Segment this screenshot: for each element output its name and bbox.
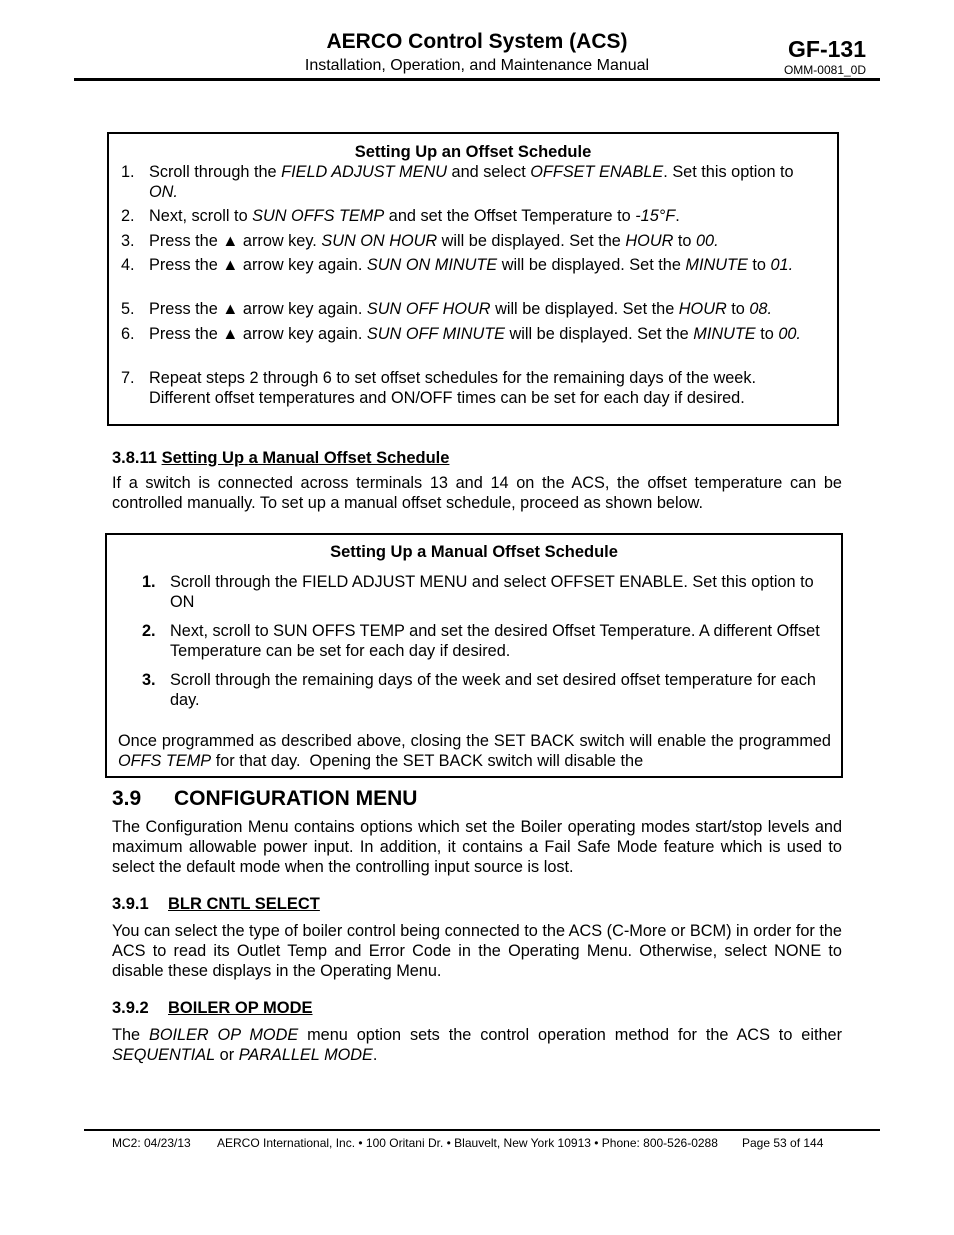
manual-offset-note: Once programmed as described above, closing the SET BACK switch will enable the programmed OFFS TEMP for that day. Opening the SET BACK switch will disable the bbox=[118, 732, 831, 770]
step-number: 1. bbox=[142, 573, 156, 591]
manual-offset-box bbox=[105, 533, 843, 778]
section-body: You can select the type of boiler control being connected to the ACS (C-More or BCM) in order for the ACS to read its Outlet Temp and Error Code in the Operating Menu. Otherwise, select NONE to disable these displays in the Operating Menu. bbox=[112, 922, 842, 980]
section-body: If a switch is connected across terminals 13 and 14 on the ACS, the offset temperature can be controlled manually. To set up a manual offset schedule, proceed as shown below. bbox=[112, 474, 842, 512]
section-heading-3-8-11 bbox=[112, 449, 449, 468]
footer-page-number: Page 53 of 144 bbox=[742, 1136, 824, 1150]
step-number: 4. bbox=[121, 256, 135, 274]
section-number: 3.9.2 bbox=[112, 999, 149, 1017]
section-number: 3.9.1 bbox=[112, 895, 149, 913]
document-revision: OMM-0081_0D bbox=[783, 63, 866, 77]
step-number: 2. bbox=[121, 207, 135, 225]
footer-company: AERCO International, Inc. • 100 Oritani Dr. • Blauvelt, New York 10913 • Phone: 800-526-0288 bbox=[217, 1136, 718, 1150]
step-text: Press the ▲ arrow key. SUN ON HOUR will be displayed. Set the HOUR to 00. bbox=[149, 232, 719, 250]
step-text: Press the ▲ arrow key again. SUN OFF MINUTE will be displayed. Set the MINUTE to 00. bbox=[149, 325, 801, 343]
section-heading-3-9-2 bbox=[112, 999, 313, 1018]
section-title: CONFIGURATION MENU bbox=[174, 787, 418, 810]
step-text: Repeat steps 2 through 6 to set offset schedules for the remaining days of the week. Different offset temperatures and ON/OFF times can be set for each day if desired. bbox=[149, 369, 756, 407]
step-text: Next, scroll to SUN OFFS TEMP and set the desired Offset Temperature. A different Offset Temperature can be set for each day if desired. bbox=[170, 622, 820, 660]
step-number: 1. bbox=[121, 163, 135, 181]
step-text: Scroll through the FIELD ADJUST MENU and select OFFSET ENABLE. Set this option to ON bbox=[170, 573, 814, 611]
step-number: 5. bbox=[121, 300, 135, 318]
step-text: Press the ▲ arrow key again. SUN OFF HOUR will be displayed. Set the HOUR to 08. bbox=[149, 300, 773, 318]
section-heading-3-9-1 bbox=[112, 895, 320, 914]
step-number: 3. bbox=[142, 671, 156, 689]
section-heading-3-9 bbox=[112, 787, 417, 811]
section-title: Setting Up a Manual Offset Schedule bbox=[161, 449, 450, 467]
offset-schedule-box bbox=[107, 132, 839, 426]
section-body: The Configuration Menu contains options which set the Boiler operating modes start/stop levels and maximum allowable power input. In addition, it contains a Fail Safe Mode feature which is used to select the default mode when the controlling input source is lost. bbox=[112, 818, 842, 876]
step-number: 6. bbox=[121, 325, 135, 343]
document-title: AERCO Control System (ACS) bbox=[326, 30, 628, 53]
section-body: The BOILER OP MODE menu option sets the control operation method for the ACS to either SEQUENTIAL or PARALLEL MODE. bbox=[112, 1026, 842, 1064]
section-title: BLR CNTL SELECT bbox=[168, 895, 320, 913]
step-text: Scroll through the FIELD ADJUST MENU and select OFFSET ENABLE. Set this option to ON. bbox=[149, 163, 794, 201]
footer-divider bbox=[84, 1129, 880, 1131]
section-title: BOILER OP MODE bbox=[168, 999, 313, 1017]
footer-date: MC2: 04/23/13 bbox=[112, 1136, 191, 1150]
section-number: 3.8.11 bbox=[112, 449, 157, 467]
header-divider bbox=[74, 78, 880, 81]
section-number: 3.9 bbox=[112, 787, 142, 810]
step-text: Scroll through the remaining days of the week and set desired offset temperature for each day. bbox=[170, 671, 816, 709]
step-text: Next, scroll to SUN OFFS TEMP and set the Offset Temperature to -15°F. bbox=[149, 207, 680, 225]
step-text: Press the ▲ arrow key again. SUN ON MINUTE will be displayed. Set the MINUTE to 01. bbox=[149, 256, 794, 274]
document-subtitle: Installation, Operation, and Maintenance Manual bbox=[304, 57, 650, 74]
step-number: 3. bbox=[121, 232, 135, 250]
manual-offset-box-title: Setting Up a Manual Offset Schedule bbox=[330, 543, 618, 561]
document-code: GF-131 bbox=[788, 36, 866, 62]
step-number: 7. bbox=[121, 369, 135, 387]
step-number: 2. bbox=[142, 622, 156, 640]
offset-schedule-box-title: Setting Up an Offset Schedule bbox=[354, 143, 592, 161]
